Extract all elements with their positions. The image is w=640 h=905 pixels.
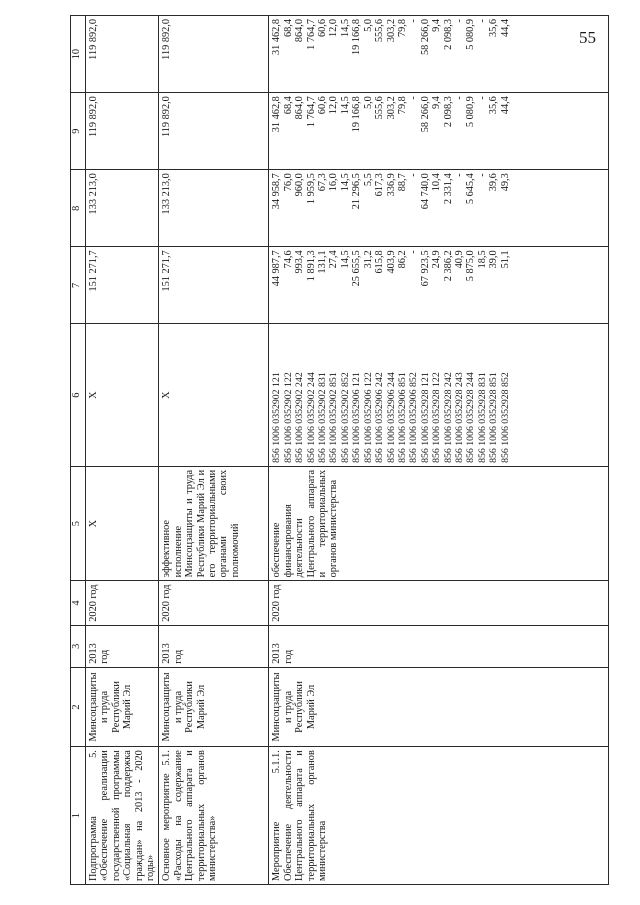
end-year: 2020 год: [269, 581, 609, 625]
value-col-10: 31 462,8 68,4 864,0 1 764,7 60,6 12,0 14,5 19 166,8 5,0 555,6 303,2 79,8 - 58 266,0 9,4 2 098,3 - 5 080,9 - 35,6 44,4: [269, 16, 609, 93]
value-col-9: 119 892,0: [86, 93, 159, 170]
column-number-6: 6: [71, 324, 86, 466]
start-year: 2013 год: [269, 625, 609, 667]
row-title: Мероприятие 5.1.1. Обеспечение деятельности Центрального аппарата и территориальных органов министерства: [269, 747, 609, 885]
header-row: [71, 16, 86, 885]
page-number: 55: [579, 28, 596, 47]
table-row: [269, 16, 609, 885]
expected-result: обеспечение финансирования деятельности Центрального аппарата и территориальных органов министерства: [269, 466, 609, 580]
value-col-8: 133 213,0: [159, 170, 269, 247]
value-col-7: 151 271,7: [159, 247, 269, 324]
value-col-9: 119 892,0: [159, 93, 269, 170]
column-number-2: 2: [71, 667, 86, 746]
row-title: Основное мероприятие 5.1. «Расходы на содержание Центрального аппарата и территориальных органов министерства»: [159, 747, 269, 885]
end-year: 2020 год: [159, 581, 269, 625]
value-col-7: 151 271,7: [86, 247, 159, 324]
column-number-7: 7: [71, 247, 86, 324]
responsible-executor: Минсоцзащиты и труда Республики Марий Эл: [86, 667, 159, 746]
responsible-executor: Минсоцзащиты и труда Республики Марий Эл: [159, 667, 269, 746]
column-number-4: 4: [71, 581, 86, 625]
column-number-3: 3: [71, 625, 86, 667]
column-number-5: 5: [71, 466, 86, 580]
column-number-9: 9: [71, 93, 86, 170]
value-col-9: 31 462,8 68,4 864,0 1 764,7 60,6 12,0 14,5 19 166,8 5,0 555,6 303,2 79,8 - 58 266,0 9,4 2 098,3 - 5 080,9 - 35,6 44,4: [269, 93, 609, 170]
budget-code: X: [86, 324, 159, 466]
start-year: 2013 год: [159, 625, 269, 667]
budget-code-list: 856 1006 0352902 121 856 1006 0352902 122 856 1006 0352902 242 856 1006 0352902 244 856 1006 0352902 831 856 1006 0352902 851 856 1006 0352902 852 856 1006 0352906 121 856 1006 0352906 122 856 1006 0352906 242 856 1006 0352906 244 856 1006 0352906 851 856 1006 0352906 852 856 1006 0352928 121 856 1006 0352928 122 856 1006 0352928 242 856 1006 0352928 243 856 1006 0352928 244 856 1006 0352928 831 856 1006 0352928 851 856 1006 0352928 852: [269, 324, 609, 466]
rotated-table-container: [70, 15, 610, 885]
expected-result: эффективное исполнение Минсоцзащиты и труда Республики Марий Эл и его территориальными органами своих полномочий: [159, 466, 269, 580]
start-year: 2013 год: [86, 625, 159, 667]
value-col-7: 44 987,7 74,6 993,4 1 891,3 131,1 27,4 14,5 25 655,5 31,2 615,8 403,9 86,2 - 67 923,5 24,9 2 386,2 40,9 5 875,0 18,5 39,0 51,1: [269, 247, 609, 324]
value-col-8: 34 958,7 76,0 960,0 1 959,5 67,3 16,0 14,5 21 296,5 5,5 617,3 336,9 88,7 - 64 740,0 10,4 2 331,4 - 5 645,4 - 39,6 49,3: [269, 170, 609, 247]
column-number-1: 1: [71, 747, 86, 885]
value-col-8: 133 213,0: [86, 170, 159, 247]
value-col-10: 119 892,0: [86, 16, 159, 93]
budget-code: X: [159, 324, 269, 466]
column-number-8: 8: [71, 170, 86, 247]
program-table: [70, 15, 609, 885]
table-row: [159, 16, 269, 885]
column-number-10: 10: [71, 16, 86, 93]
value-col-10: 119 892,0: [159, 16, 269, 93]
expected-result: X: [86, 466, 159, 580]
row-title: Подпрограмма 5. «Обеспечение реализации государственной программы «Социальная поддержка граждан» на 2013 - 2020 годы»: [86, 747, 159, 885]
table-row: [86, 16, 159, 885]
end-year: 2020 год: [86, 581, 159, 625]
responsible-executor: Минсоцзащиты и труда Республики Марий Эл: [269, 667, 609, 746]
